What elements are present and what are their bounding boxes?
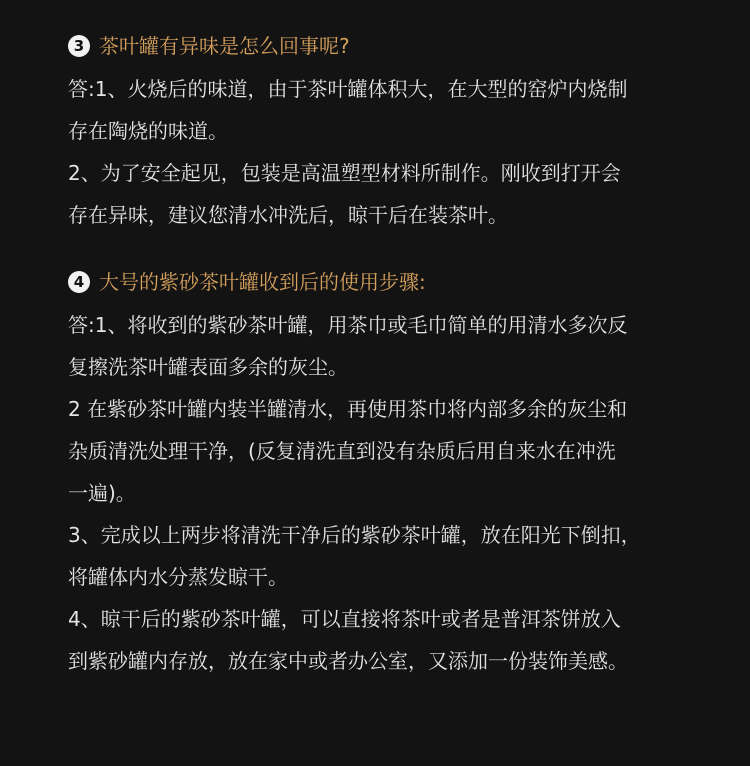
answer-paragraph [68, 68, 690, 152]
answer-line: 复擦洗茶叶罐表面多余的灰尘。 [68, 355, 348, 379]
answer-line: 4、晾干后的紫砂茶叶罐，可以直接将茶叶或者是普洱茶饼放入 [68, 607, 621, 631]
answer-line: 答:1、火烧后的味道，由于茶叶罐体积大，在大型的窑炉内烧制 [68, 77, 628, 101]
answer-line: 一遍)。 [68, 481, 136, 505]
answer-line: 存在异味，建议您清水冲洗后，晾干后在装茶叶。 [68, 203, 508, 227]
faq-section-3 [68, 30, 690, 236]
question-text: 茶叶罐有异味是怎么回事呢? [99, 34, 350, 58]
answer-paragraph [68, 304, 690, 388]
faq-section-4 [68, 266, 690, 682]
question-heading [68, 266, 690, 298]
answer-line: 杂质清洗处理干净，(反复清洗直到没有杂质后用自来水在冲洗 [68, 439, 616, 463]
question-text: 大号的紫砂茶叶罐收到后的使用步骤: [99, 270, 426, 294]
answer-paragraph [68, 152, 690, 236]
answer-line: 3、完成以上两步将清洗干净后的紫砂茶叶罐，放在阳光下倒扣， [68, 523, 641, 547]
question-heading [68, 30, 690, 62]
circled-number-icon: 4 [68, 271, 90, 293]
answer-paragraph [68, 598, 690, 682]
answer-line: 答:1、将收到的紫砂茶叶罐，用茶巾或毛巾简单的用清水多次反 [68, 313, 628, 337]
answer-line: 存在陶烧的味道。 [68, 119, 228, 143]
answer-line: 将罐体内水分蒸发晾干。 [68, 565, 288, 589]
answer-line: 2、为了安全起见，包装是高温塑型材料所制作。刚收到打开会 [68, 161, 621, 185]
answer-line: 到紫砂罐内存放，放在家中或者办公室，又添加一份装饰美感。 [68, 649, 628, 673]
answer-paragraph [68, 514, 690, 598]
answer-paragraph [68, 388, 690, 514]
circled-number-icon: 3 [68, 35, 90, 57]
answer-line: 2 在紫砂茶叶罐内装半罐清水，再使用茶巾将内部多余的灰尘和 [68, 397, 628, 421]
